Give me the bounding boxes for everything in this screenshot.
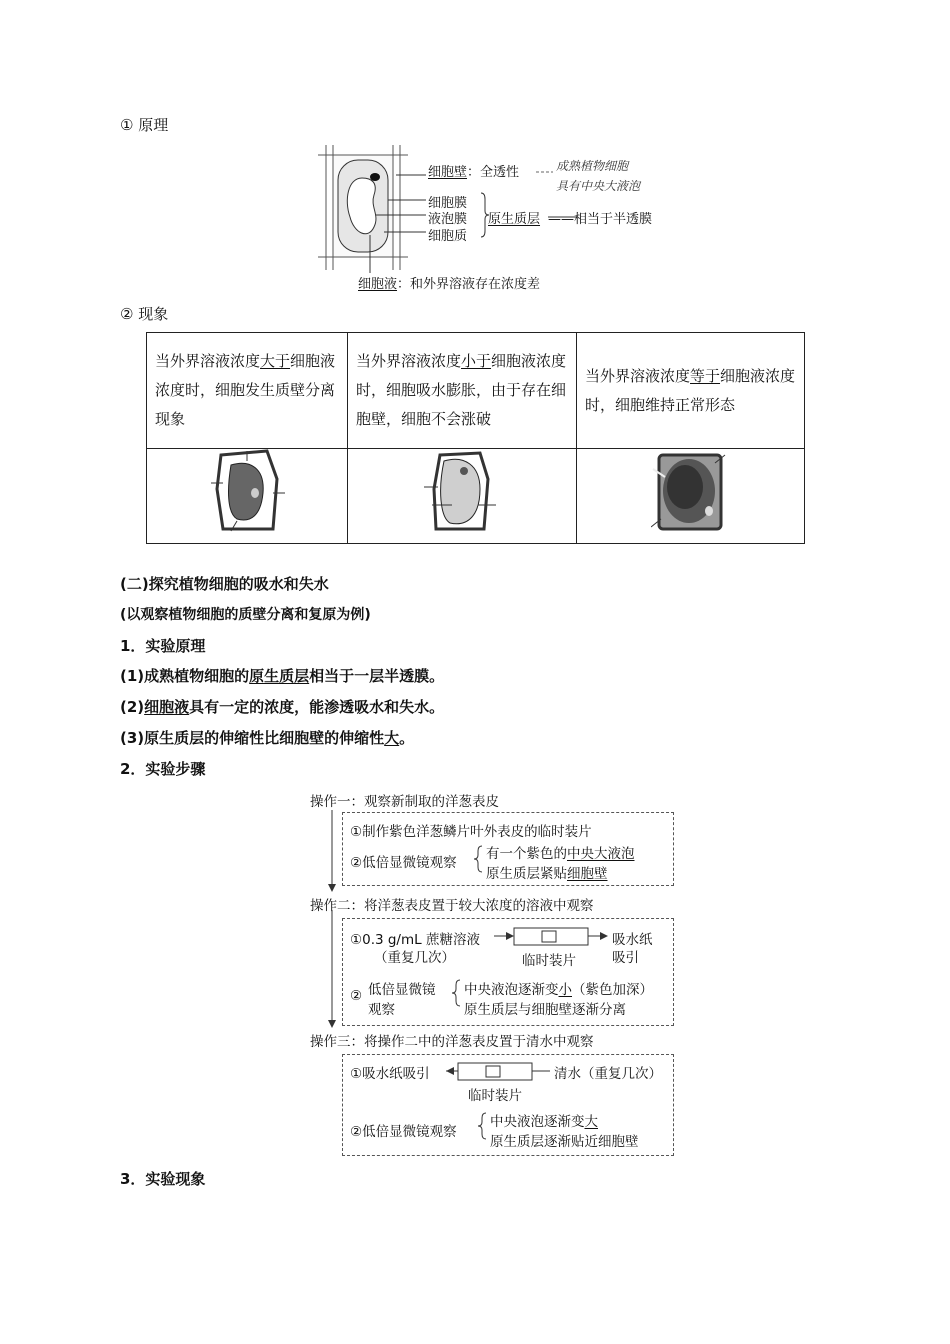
normal-cell-illustration xyxy=(651,449,731,533)
cell-sap-label: 细胞液 xyxy=(358,277,398,292)
op2-slide: 临时装片 xyxy=(522,953,576,969)
op2-result-1: 中央液泡逐渐变小（紫色加深） xyxy=(464,982,653,998)
principle-title: 1．实验原理 xyxy=(120,637,206,655)
op1-step-b: ②低倍显微镜观察 xyxy=(350,855,457,871)
normal-image-cell xyxy=(577,449,805,544)
procedure-flowchart xyxy=(310,788,680,1158)
op3-water: 清水（重复几次） xyxy=(554,1066,662,1082)
phenomenon-cell-hypotonic: 当外界溶液浓度小于细胞液浓度时，细胞吸水膨胀，由于存在细胞壁，细胞不会涨破 xyxy=(348,333,577,449)
protoplast-note: ——相当于半透膜 xyxy=(548,212,653,227)
handwritten-note-1: 成熟植物细胞 xyxy=(556,159,629,173)
op2-result-2: 原生质层与细胞壁逐渐分离 xyxy=(464,1002,626,1018)
phenomenon-title: 3．实验现象 xyxy=(120,1170,206,1188)
op3-result-1: 中央液泡逐渐变大 xyxy=(490,1114,598,1130)
cell-wall-label: 细胞壁 xyxy=(428,165,468,180)
op3-result-2: 原生质层逐渐贴近细胞壁 xyxy=(490,1134,639,1150)
op2-title: 操作二：将洋葱表皮置于较大浓度的溶液中观察 xyxy=(310,898,594,914)
op3-slide: 临时装片 xyxy=(468,1088,522,1104)
plasmolyzed-cell-illustration xyxy=(207,449,287,533)
op2-draw: 吸引 xyxy=(612,950,639,966)
swollen-cell-illustration xyxy=(422,449,502,533)
phenomenon-heading: ② 现象 xyxy=(120,305,169,323)
op2-sucrose: ①0.3 g/mL 蔗糖溶液 xyxy=(350,932,480,948)
op1-result-1: 有一个紫色的中央大液泡 xyxy=(486,846,635,862)
op3-step-b: ②低倍显微镜观察 xyxy=(350,1124,457,1140)
op3-title: 操作三：将操作二中的洋葱表皮置于清水中观察 xyxy=(310,1034,594,1050)
cell-membrane-label: 细胞膜 xyxy=(428,196,468,211)
tonoplast-label: 液泡膜 xyxy=(428,212,468,227)
op2-step-b-line1: 低倍显微镜 xyxy=(368,982,436,998)
op1-title: 操作一：观察新制取的洋葱表皮 xyxy=(310,794,499,810)
protoplast-layer-label: 原生质层 xyxy=(488,212,541,227)
cytoplasm-label: 细胞质 xyxy=(428,229,468,244)
principle-heading: ① 原理 xyxy=(120,116,169,134)
op2-step-b-line2: 观察 xyxy=(368,1002,395,1018)
cell-structure-diagram xyxy=(318,145,678,295)
swelling-image-cell xyxy=(348,449,577,544)
op2-repeat: （重复几次） xyxy=(374,950,455,966)
principle-item-3: (3)原生质层的伸缩性比细胞壁的伸缩性大。 xyxy=(120,729,415,747)
steps-title: 2．实验步骤 xyxy=(120,760,206,778)
phenomenon-table xyxy=(146,332,805,544)
principle-item-1: (1)成熟植物细胞的原生质层相当于一层半透膜。 xyxy=(120,667,445,685)
cell-sap-note: ：和外界溶液存在浓度差 xyxy=(397,277,541,292)
phenomenon-cell-hypertonic: 当外界溶液浓度大于细胞液浓度时，细胞发生质壁分离现象 xyxy=(147,333,348,449)
section-title: (二)探究植物细胞的吸水和失水 xyxy=(120,575,329,593)
op1-step-a: ①制作紫色洋葱鳞片叶外表皮的临时装片 xyxy=(350,824,592,840)
op2-paper: 吸水纸 xyxy=(612,932,653,948)
op2-step-b-number: ② xyxy=(350,988,363,1004)
handwritten-note-2: 具有中央大液泡 xyxy=(556,179,641,193)
op1-result-2: 原生质层紧贴细胞壁 xyxy=(486,866,608,882)
phenomenon-cell-isotonic: 当外界溶液浓度等于细胞液浓度时，细胞维持正常形态 xyxy=(577,333,805,449)
section-subtitle: (以观察植物细胞的质壁分离和复原为例) xyxy=(120,607,371,623)
cell-wall-note: ：全透性 xyxy=(467,165,520,180)
principle-item-2: (2)细胞液具有一定的浓度，能渗透吸水和失水。 xyxy=(120,698,445,716)
plasmolysis-image-cell xyxy=(147,449,348,544)
op3-step-a: ①吸水纸吸引 xyxy=(350,1066,430,1082)
